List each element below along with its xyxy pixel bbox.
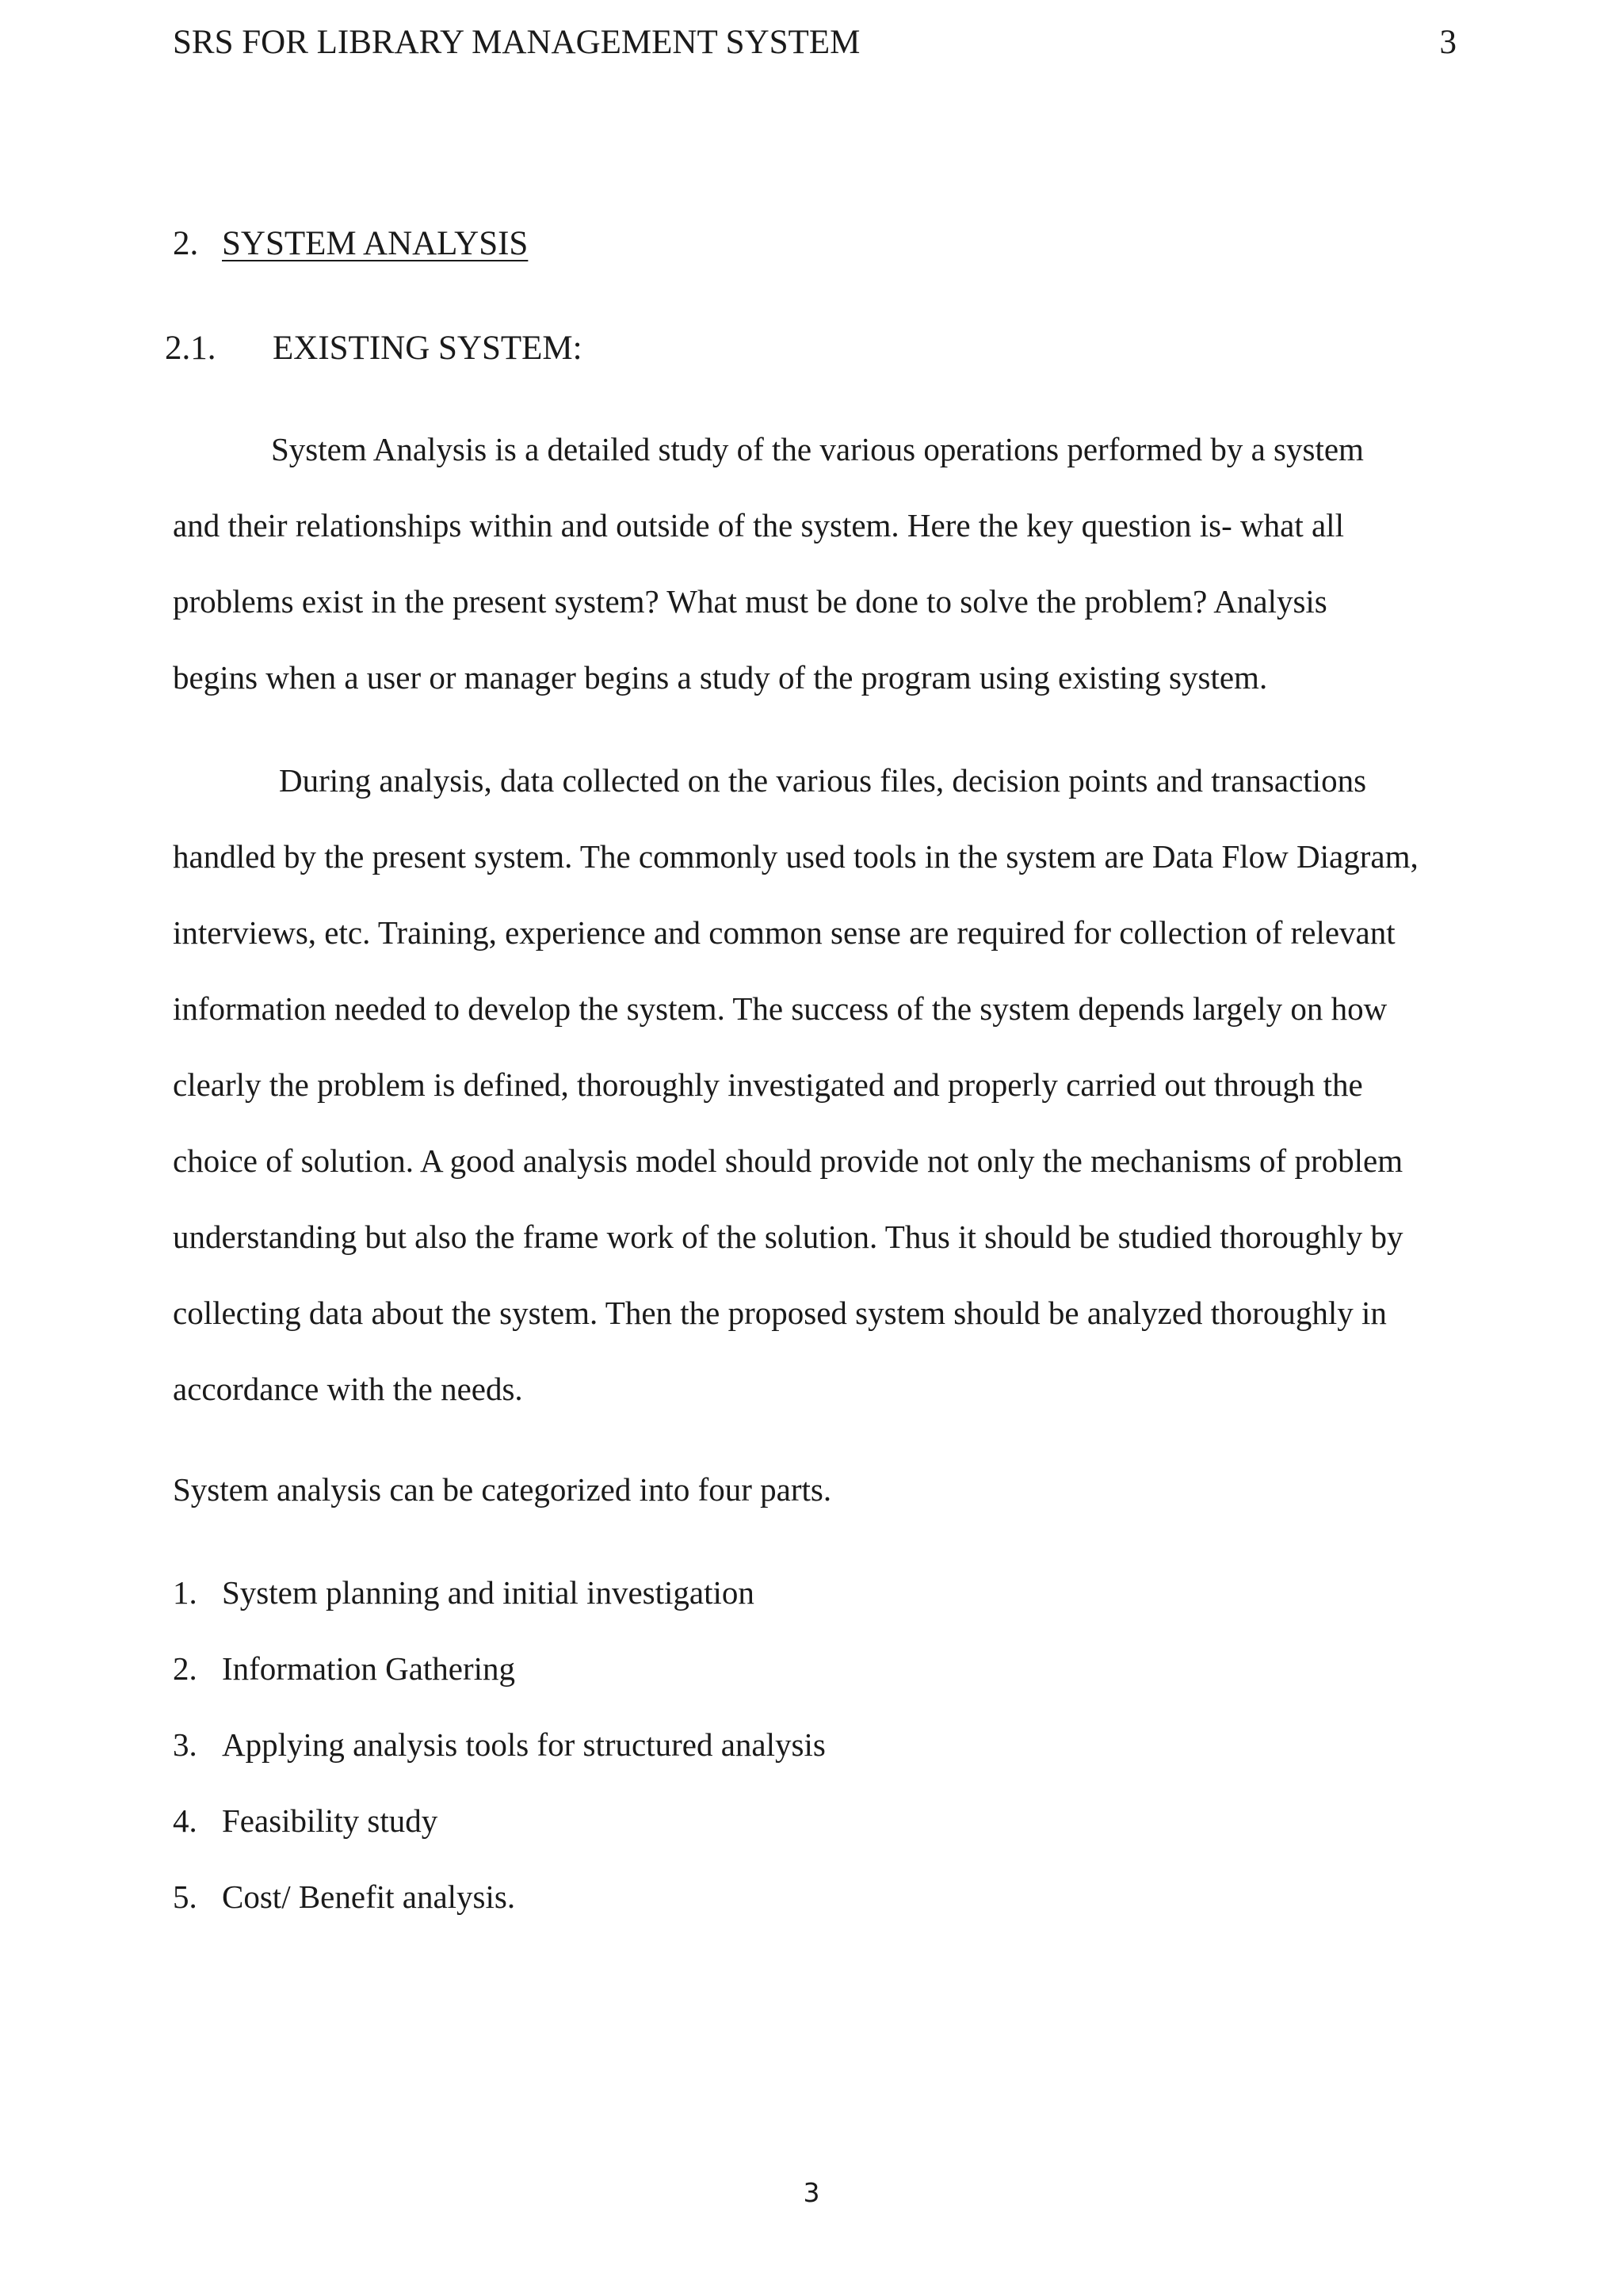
list-item-text: Applying analysis tools for structured analysis	[222, 1726, 826, 1763]
section-title: SYSTEM ANALYSIS	[222, 225, 529, 262]
paragraph-line: problems exist in the present system? What must be done to solve the problem? Analysis	[173, 583, 1327, 620]
list-item	[173, 1554, 826, 1630]
subsection-heading	[165, 328, 582, 369]
paragraph-line: System Analysis is a detailed study of the various operations performed by a system	[271, 431, 1364, 467]
paragraph-during-analysis	[173, 742, 1468, 1427]
list-item-text: Information Gathering	[222, 1650, 516, 1687]
paragraph-line: choice of solution. A good analysis model should provide not only the mechanisms of problem	[173, 1142, 1403, 1179]
paragraph-line: begins when a user or manager begins a study of the program using existing system.	[173, 659, 1268, 696]
header-title: SRS FOR LIBRARY MANAGEMENT SYSTEM	[173, 24, 861, 61]
section-heading	[173, 223, 528, 265]
paragraph-line: handled by the present system. The commonly used tools in the system are Data Flow Diagram,	[173, 838, 1419, 875]
list-item-number: 4.	[173, 1802, 197, 1839]
running-header	[173, 22, 1457, 63]
list-item-text: Feasibility study	[222, 1802, 438, 1839]
list-item-text: System planning and initial investigation	[222, 1574, 754, 1611]
list-item-text: Cost/ Benefit analysis.	[222, 1878, 516, 1915]
paragraph-line: During analysis, data collected on the various files, decision points and transactions	[279, 762, 1367, 799]
paragraph-line: clearly the problem is defined, thoroughly investigated and properly carried out through the	[173, 1066, 1363, 1103]
paragraph-line: information needed to develop the system. The success of the system depends largely on how	[173, 990, 1388, 1027]
list-item-number: 3.	[173, 1726, 197, 1763]
list-item	[173, 1859, 826, 1935]
list-item-number: 2.	[173, 1650, 197, 1687]
list-item-number: 1.	[173, 1574, 197, 1611]
paragraph-line: and their relationships within and outside of the system. Here the key question is- what all	[173, 507, 1344, 543]
section-number: 2.	[173, 225, 199, 262]
list-item	[173, 1630, 826, 1707]
footer-page-number: 3	[803, 2177, 820, 2208]
paragraph-line: understanding but also the frame work of the solution. Thus it should be studied thoroughly by	[173, 1219, 1403, 1255]
list-item	[173, 1707, 826, 1783]
paragraph-line: collecting data about the system. Then the proposed system should be analyzed thoroughly in	[173, 1295, 1387, 1331]
subsection-title: EXISTING SYSTEM:	[273, 330, 582, 367]
paragraph-existing-system	[173, 411, 1468, 715]
subsection-number: 2.1.	[165, 330, 216, 367]
list-item-number: 5.	[173, 1878, 197, 1915]
paragraph-line: interviews, etc. Training, experience and common sense are required for collection of relevant	[173, 914, 1396, 951]
list-item	[173, 1783, 826, 1859]
analysis-parts-list	[173, 1554, 826, 1935]
header-page-number: 3	[1439, 24, 1457, 61]
list-intro: System analysis can be categorized into four parts.	[173, 1471, 832, 1508]
paragraph-line: accordance with the needs.	[173, 1371, 523, 1407]
